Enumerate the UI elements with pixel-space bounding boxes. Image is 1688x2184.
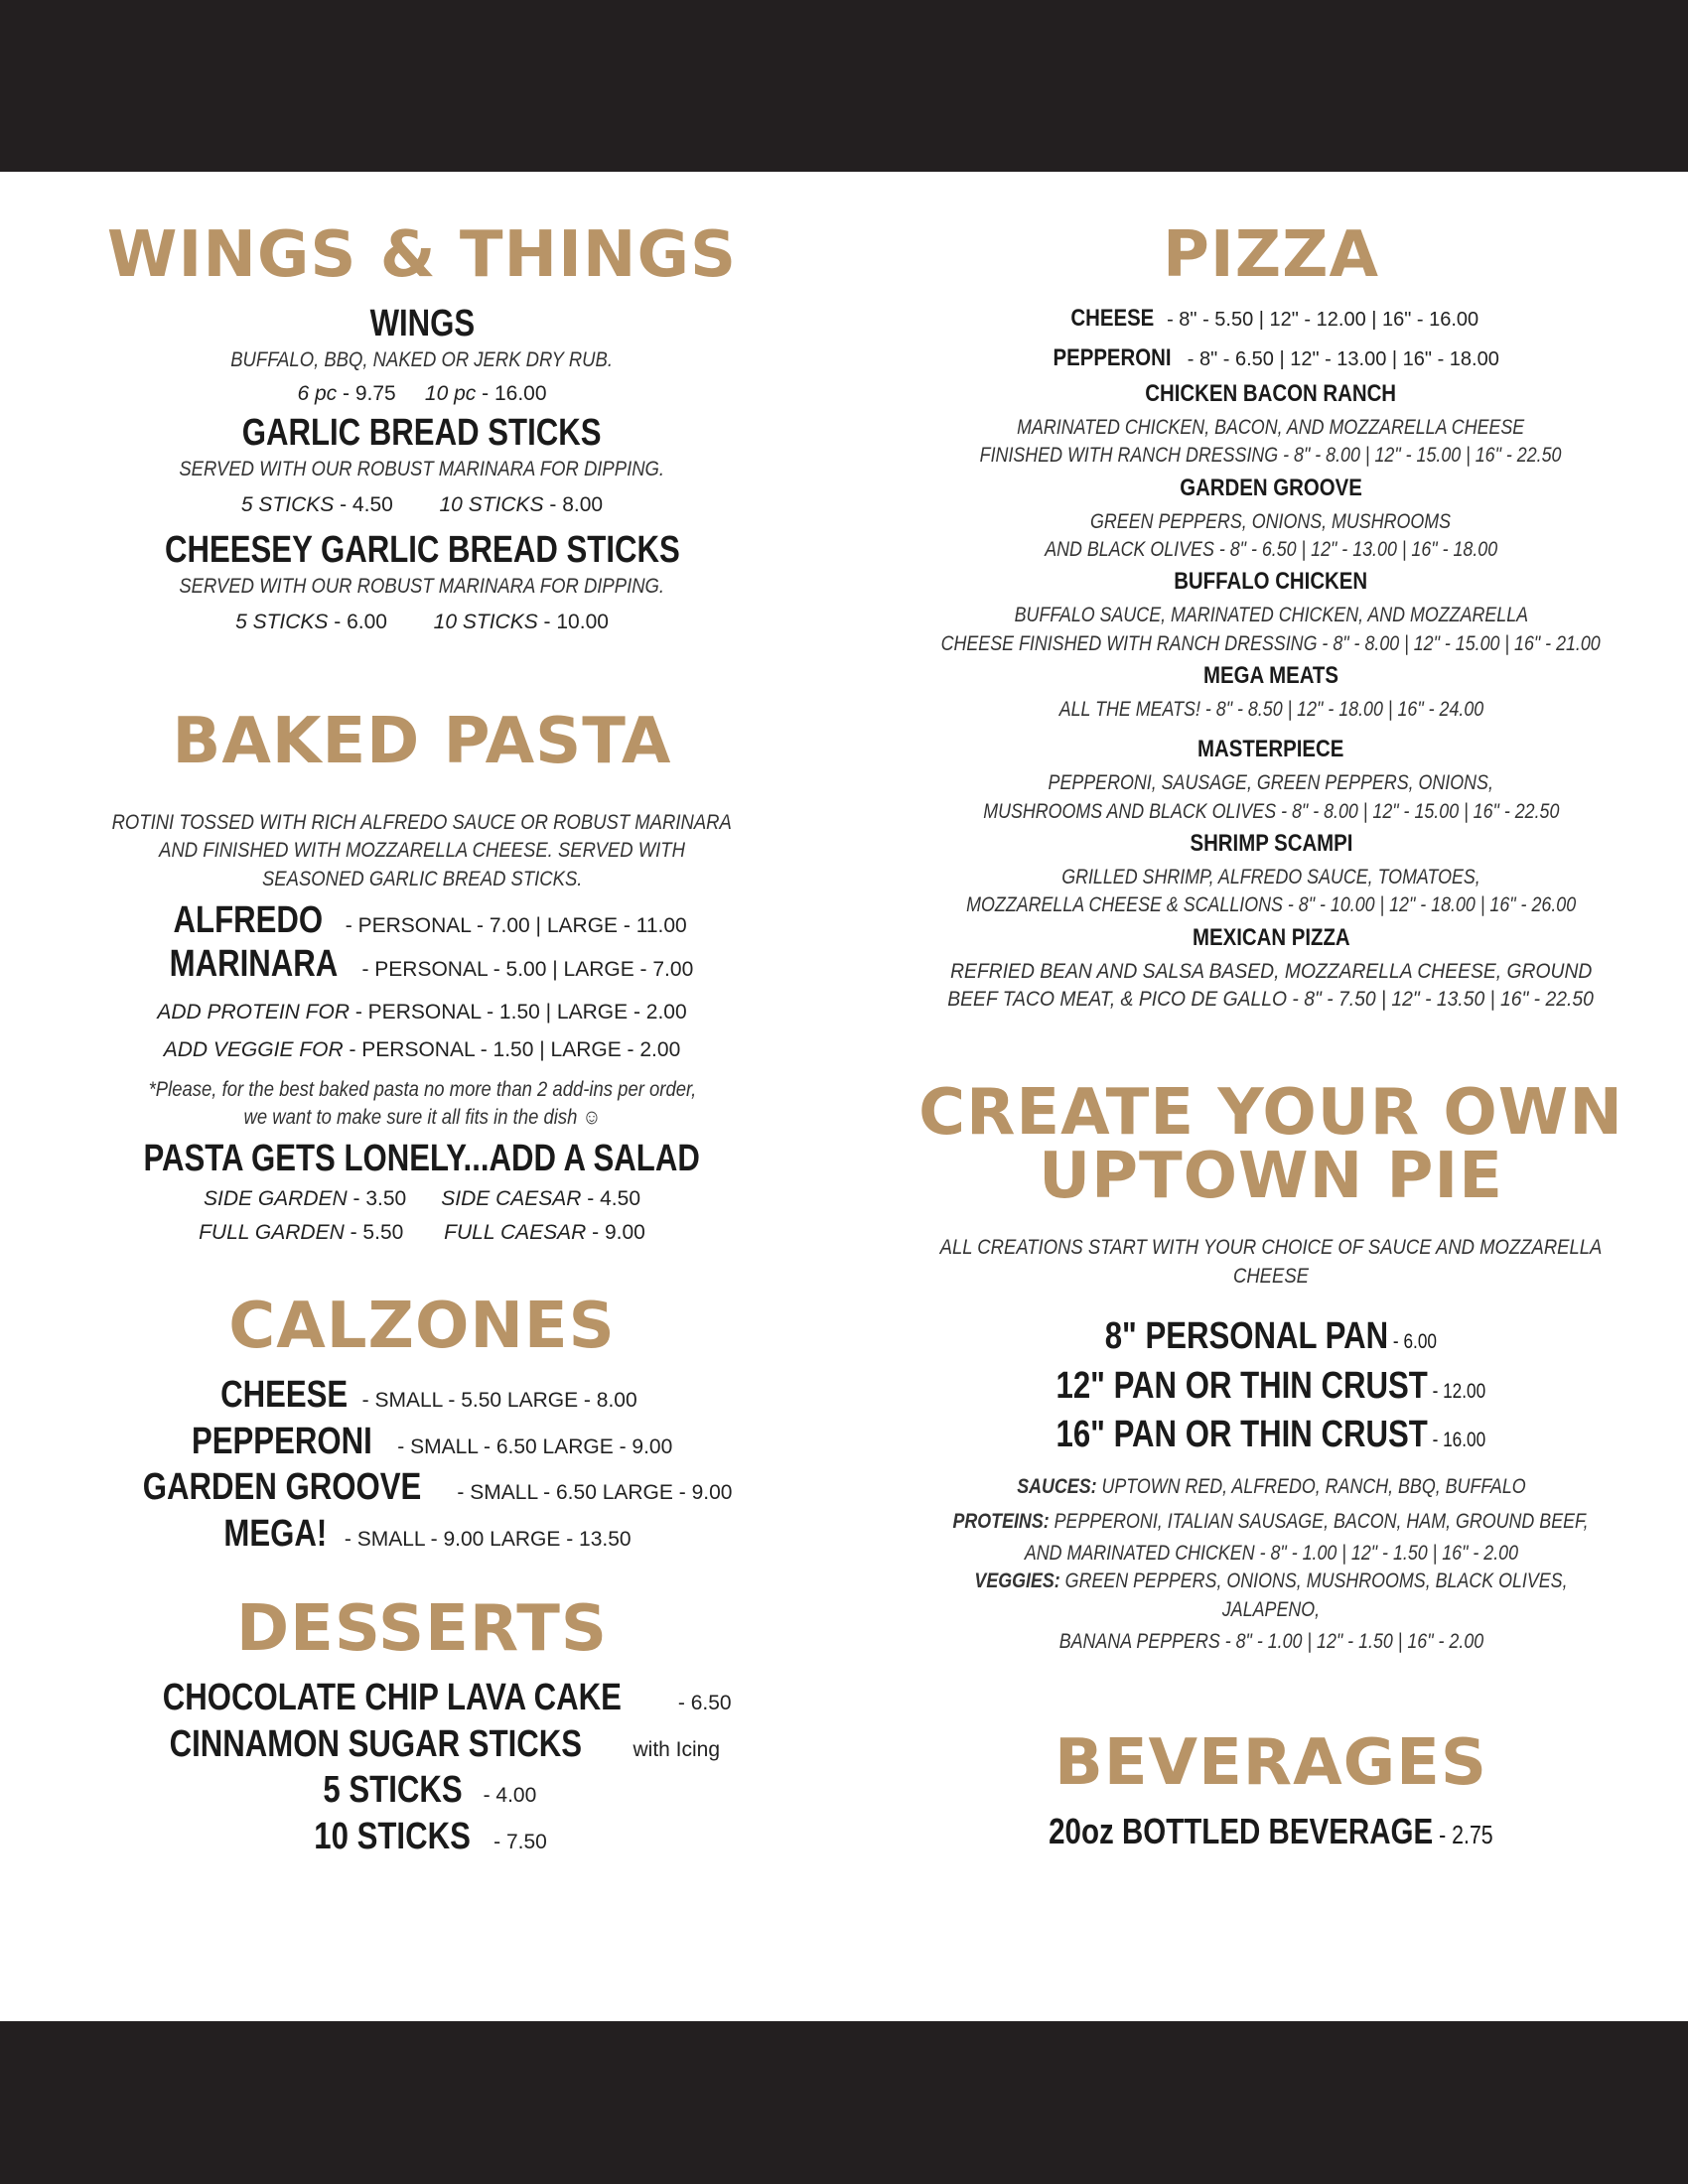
beverage-item: 20oz BOTTLED BEVERAGE - 2.75 [1049,1811,1493,1852]
dessert-item: CHOCOLATE CHIP LAVA CAKE - 6.50 [163,1676,732,1718]
create-sizes [874,1312,1668,1459]
dessert-item: 10 STICKS - 7.50 [314,1816,547,1858]
cheesey-name: CHEESEY GARLIC BREAD STICKS [164,529,680,572]
garlic-desc: SERVED WITH OUR ROBUST MARINARA FOR DIPPING. [179,457,665,480]
add-protein: ADD PROTEIN FOR - PERSONAL - 1.50 | LARGE - 2.00 [157,1000,687,1024]
pizza-specialty: SHRIMP SCAMPI GRILLED SHRIMP, ALFREDO SAUCE, TOMATOES, MOZZARELLA CHEESE & SCALLIONS - 8" - 10.00 | 12" - 18.00 | 16" - 26.00 [966,830,1576,917]
dessert-item: CINNAMON SUGAR STICKS with Icing [169,1722,721,1765]
desserts-list [60,1675,784,1860]
baked-pasta-title: BAKED PASTA [172,705,672,779]
create-size: 12" PAN OR THIN CRUST - 12.00 [1055,1364,1486,1407]
calzone-item: MEGA! - SMALL - 9.00 LARGE - 13.50 [223,1513,632,1556]
pizza-specialty: GARDEN GROOVE GREEN PEPPERS, ONIONS, MUSHROOMS AND BLACK OLIVES - 8" - 6.50 | 12" - 13.00 | 16" - 18.00 [1045,474,1497,562]
desserts-title: DESSERTS [235,1591,609,1666]
wings-things-title: WINGS & THINGS [106,218,738,292]
salad-row-1: SIDE GARDEN - 3.50 SIDE CAESAR - 4.50 [203,1186,641,1210]
top-band [0,0,1688,172]
pasta-note: *Please, for the best baked pasta no more than 2 add-ins per order, we want to make sure it all fits in the dish ☺ [148,1077,696,1129]
calzone-item: PEPPERONI - SMALL - 6.50 LARGE - 9.00 [191,1420,673,1462]
create-options: SAUCES: UPTOWN RED, ALFREDO, RANCH, BBQ, BUFFALO PROTEINS: PEPPERONI, ITALIAN SAUSAGE, BACON, HAM, GROUND BEEF, AND MARINATED CHICKEN - 8" - 1.00 | 12" - 1.50 | 16" - 2.00 VEGGIES: GREEN PEPPERS, ONIONS, MUSHROOMS, BLACK OLIVES, JALAPENO, BANANA PEPPERS - 8" - 1.00 | 12" - 1.50 | 16" - 2.00 [952,1475,1590,1654]
pizza-specialty: BUFFALO CHICKEN BUFFALO SAUCE, MARINATED CHICKEN, AND MOZZARELLA CHEESE FINISHED WITH RANCH DRESSING - 8" - 8.00 | 12" - 15.00 | 16" - 21.00 [940,568,1602,655]
calzone-item: CHEESE - SMALL - 5.50 LARGE - 8.00 [220,1373,637,1416]
left-column [60,218,784,1860]
pizza-specialty: MASTERPIECE PEPPERONI, SAUSAGE, GREEN PEPPERS, ONIONS, MUSHROOMS AND BLACK OLIVES - 8" - 8.00 | 12" - 15.00 | 16" - 22.50 [982,736,1560,823]
wings-desc: BUFFALO, BBQ, NAKED OR JERK DRY RUB. [230,347,614,371]
cheesey-desc: SERVED WITH OUR ROBUST MARINARA FOR DIPPING. [179,574,665,598]
add-veggie: ADD VEGGIE FOR - PERSONAL - 1.50 | LARGE - 2.00 [163,1037,681,1061]
cheesey-item [60,529,784,634]
garlic-name: GARLIC BREAD STICKS [242,412,602,455]
create-size: 16" PAN OR THIN CRUST - 16.00 [1055,1413,1486,1455]
pizza-cheese: CHEESE - 8" - 5.50 | 12" - 12.00 | 16" - 16.00 [1070,305,1479,332]
beverages-title: BEVERAGES [1055,1726,1487,1801]
wings-item [60,303,784,406]
pizza-specialty: MEGA MEATS ALL THE MEATS! - 8" - 8.50 | 12" - 18.00 | 16" - 24.00 [1058,662,1483,722]
wings-price: 6 pc - 9.75 10 pc - 16.00 [297,382,547,406]
create-desc: ALL CREATIONS START WITH YOUR CHOICE OF SAUCE AND MOZZARELLA CHEESE [939,1236,1603,1288]
pizza-specialty: MEXICAN PIZZA REFRIED BEAN AND SALSA BASED, MOZZARELLA CHEESE, GROUND BEEF TACO MEAT, & PICO DE GALLO - 8" - 7.50 | 12" - 13.50 | 16" - 22.50 [947,923,1595,1012]
right-column [874,218,1668,1855]
calzones-title: CALZONES [228,1289,616,1363]
pizza-pepperoni: PEPPERONI - 8" - 6.50 | 12" - 13.00 | 16" - 18.00 [1053,344,1499,371]
cheesey-price: 5 STICKS - 6.00 10 STICKS - 10.00 [235,611,609,634]
pizza-specialty: CHICKEN BACON RANCH MARINATED CHICKEN, BACON, AND MOZZARELLA CHEESE FINISHED WITH RANCH DRESSING - 8" - 8.00 | 12" - 15.00 | 16" - 22.50 [980,380,1562,468]
alfredo-item: ALFREDO - PERSONAL - 7.00 | LARGE - 11.00 [173,899,687,942]
garlic-price: 5 STICKS - 4.50 10 STICKS - 8.00 [240,493,604,517]
salad-row-2: FULL GARDEN - 5.50 FULL CAESAR - 9.00 [199,1220,645,1244]
create-size: 8" PERSONAL PAN - 6.00 [1104,1315,1438,1358]
calzones-list [60,1372,784,1558]
pizza-title: PIZZA [1162,218,1380,292]
create-title: CREATE YOUR OWN UPTOWN PIE [918,1076,1623,1214]
garlic-item [60,412,784,517]
wings-name: WINGS [369,303,475,344]
salad-title: PASTA GETS LONELY...ADD A SALAD [143,1138,701,1180]
dessert-item: 5 STICKS - 4.00 [323,1769,537,1812]
calzone-item: GARDEN GROOVE - SMALL - 6.50 LARGE - 9.00 [142,1466,733,1509]
marinara-item: MARINARA - PERSONAL - 5.00 | LARGE - 7.00 [169,942,694,985]
pasta-desc: ROTINI TOSSED WITH RICH ALFREDO SAUCE OR ROBUST MARINARA AND FINISHED WITH MOZZARELLA CHEESE. SERVED WITH SEASONED GARLIC BREAD STICKS. [111,811,733,890]
bottom-band [0,2021,1688,2184]
